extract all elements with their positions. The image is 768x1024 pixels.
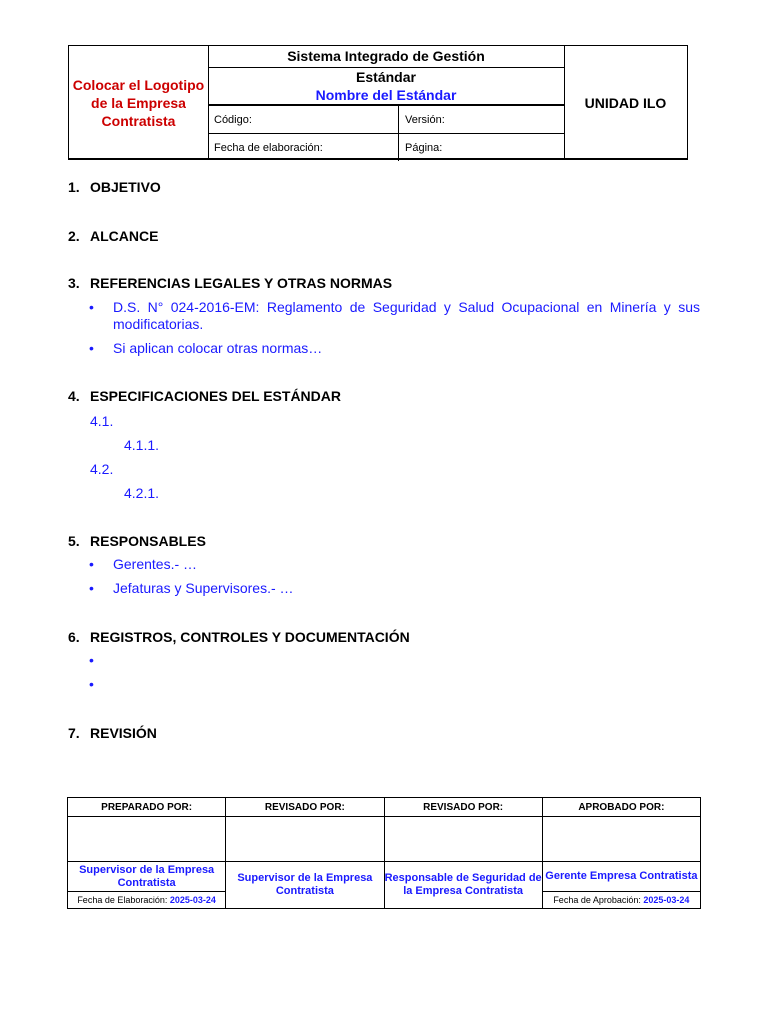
elaboration-date: Fecha de Elaboración: 2025-03-24	[68, 892, 226, 909]
header-center	[208, 46, 565, 159]
page-label: Página:	[405, 141, 443, 154]
date-label: Fecha de elaboración:	[208, 134, 399, 161]
system-title: Sistema Integrado de Gestión	[208, 46, 564, 68]
signature-header-row	[68, 798, 701, 817]
signature-box	[542, 817, 700, 862]
unit-name: UNIDAD ILO	[584, 94, 667, 111]
bullet-icon: •	[89, 299, 94, 315]
subsection-number: 4.2.1.	[124, 485, 160, 501]
signature-box	[68, 817, 226, 862]
signer-name: Gerente Empresa Contratista	[542, 862, 700, 892]
document-type-block	[208, 68, 564, 106]
approved-by-header: APROBADO POR:	[542, 798, 700, 817]
bullet-icon: •	[89, 556, 94, 572]
section-heading: 3. REFERENCIAS LEGALES Y OTRAS NORMAS	[68, 275, 393, 291]
signer-name: Supervisor de la Empresa Contratista	[226, 862, 384, 909]
signer-name: Responsable de Seguridad de la Empresa Contratista	[384, 862, 542, 909]
reviewed-by-header: REVISADO POR:	[226, 798, 384, 817]
logo-placeholder: Colocar el Logotipo de la Empresa Contratista	[69, 46, 209, 159]
header-row-date	[208, 134, 564, 161]
signature-space-row	[68, 817, 701, 862]
list-item: D.S. N° 024-2016-EM: Reglamento de Seguridad y Salud Ocupacional en Minería y sus modificatorias.	[113, 299, 700, 332]
approval-date: Fecha de Aprobación: 2025-03-24	[542, 892, 700, 909]
signature-box	[384, 817, 542, 862]
subsection-number: 4.2.	[90, 461, 114, 477]
list-item: Si aplican colocar otras normas…	[113, 340, 323, 356]
document-header	[68, 45, 688, 160]
subsection-number: 4.1.	[90, 413, 114, 429]
bullet-icon: •	[89, 580, 94, 596]
bullet-icon: •	[89, 340, 94, 356]
section-heading: 6. REGISTROS, CONTROLES Y DOCUMENTACIÓN	[68, 629, 410, 645]
signature-box	[226, 817, 384, 862]
signature-table	[67, 797, 701, 909]
section-heading: 1. OBJETIVO	[68, 179, 161, 195]
signer-name: Supervisor de la Empresa Contratista	[68, 862, 226, 892]
standard-name: Nombre del Estándar	[315, 87, 457, 103]
bullet-icon: •	[89, 676, 94, 692]
code-label: Código:	[208, 106, 399, 133]
reviewed-by-header: REVISADO POR:	[384, 798, 542, 817]
list-item: Jefaturas y Supervisores.- …	[113, 580, 294, 596]
section-heading: 5. RESPONSABLES	[68, 533, 206, 549]
header-row-code	[208, 106, 564, 134]
section-heading: 2. ALCANCE	[68, 228, 159, 244]
subsection-number: 4.1.1.	[124, 437, 160, 453]
bullet-icon: •	[89, 652, 94, 668]
signature-name-row	[68, 862, 701, 892]
version-label: Versión:	[405, 113, 445, 126]
prepared-by-header: PREPARADO POR:	[68, 798, 226, 817]
list-item: Gerentes.- …	[113, 556, 198, 572]
section-heading: 4. ESPECIFICACIONES DEL ESTÁNDAR	[68, 388, 341, 404]
document-type: Estándar	[356, 69, 416, 85]
section-heading: 7. REVISIÓN	[68, 725, 157, 741]
